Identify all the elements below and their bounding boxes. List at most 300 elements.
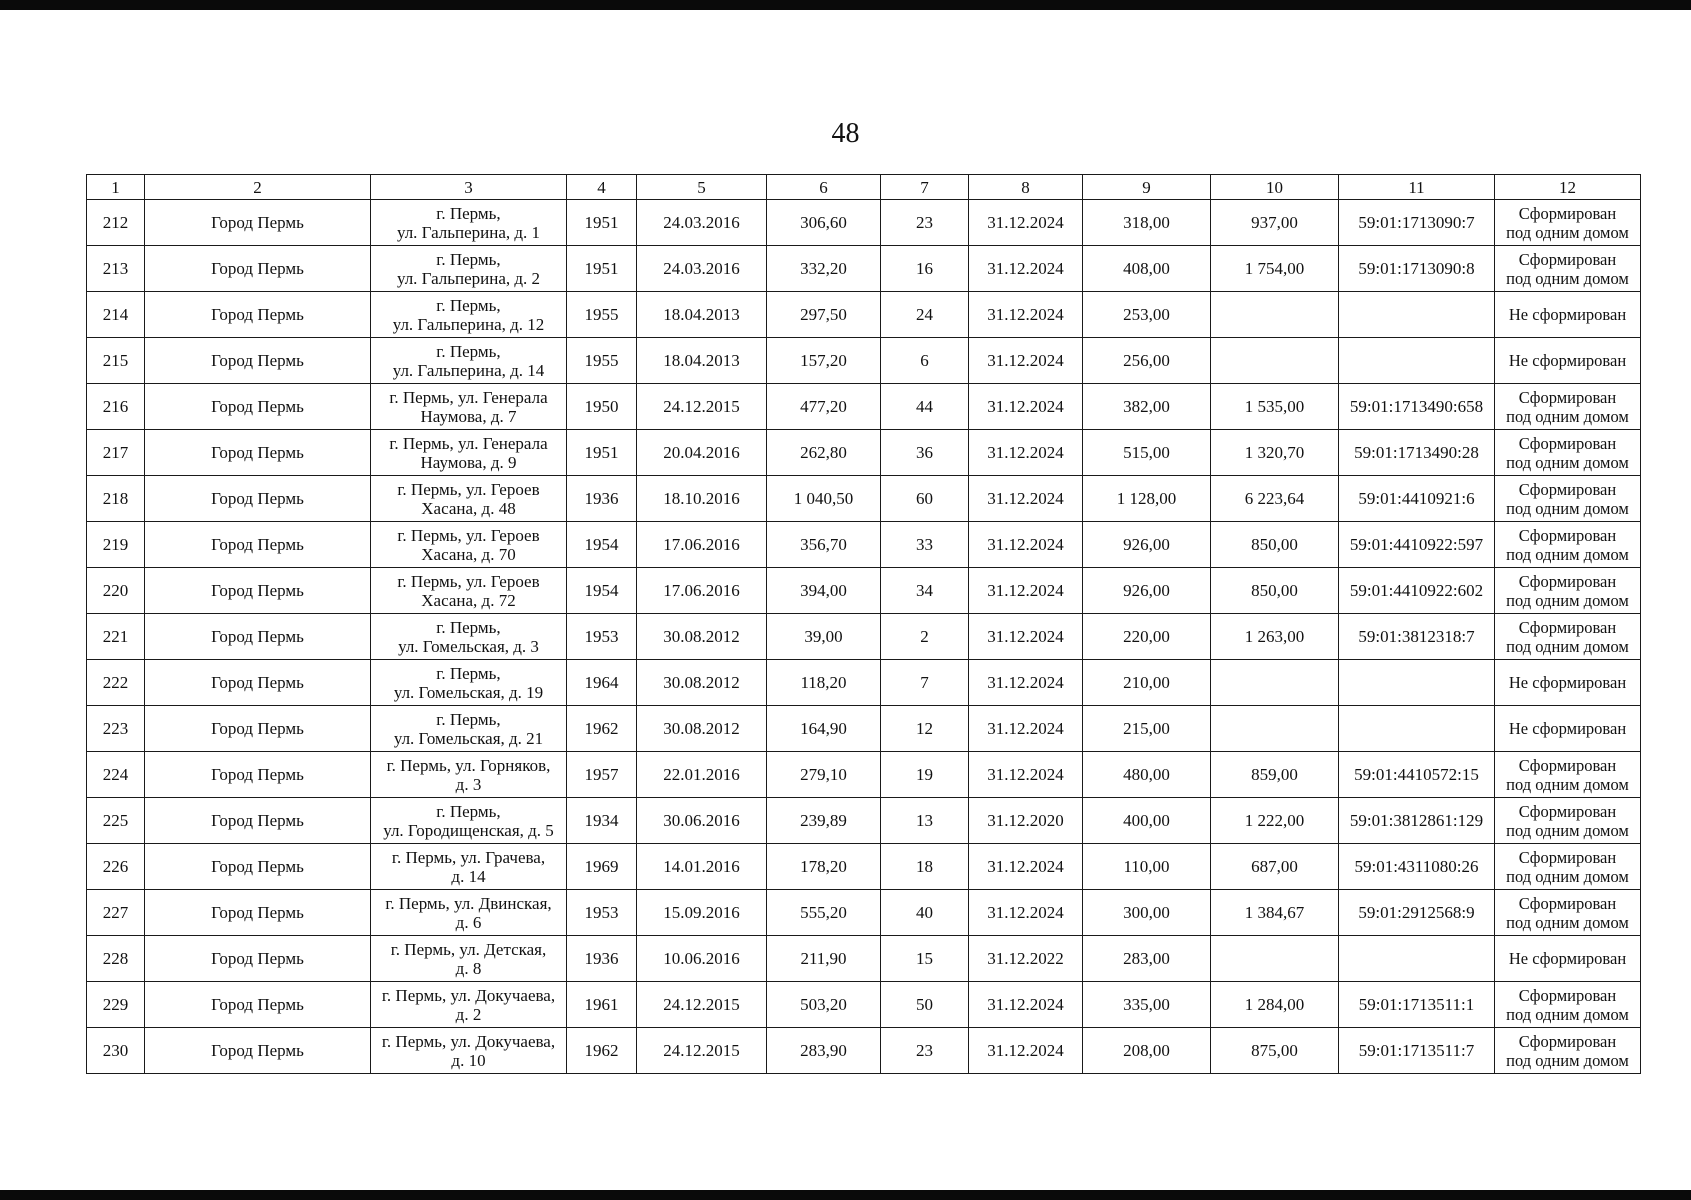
count-cell: 19 xyxy=(881,752,969,798)
status-line-2: под одним домом xyxy=(1506,774,1629,794)
value-cell-9: 210,00 xyxy=(1083,660,1211,706)
address-line-2: д. 6 xyxy=(455,912,482,932)
value-cell-9: 408,00 xyxy=(1083,246,1211,292)
year-cell: 1934 xyxy=(567,798,637,844)
area-cell: 164,90 xyxy=(767,706,881,752)
table-row xyxy=(87,568,1641,614)
address-line-2: д. 10 xyxy=(451,1050,486,1070)
status-cell xyxy=(1495,660,1641,706)
status-line-2: под одним домом xyxy=(1506,1004,1629,1024)
deadline-cell: 31.12.2022 xyxy=(969,936,1083,982)
value-cell-10: 1 754,00 xyxy=(1211,246,1339,292)
address-line-2: ул. Городищенская, д. 5 xyxy=(383,820,554,840)
year-cell: 1961 xyxy=(567,982,637,1028)
address-line-1: г. Пермь, xyxy=(436,203,501,223)
municipality-cell: Город Пермь xyxy=(145,982,371,1028)
status-cell xyxy=(1495,384,1641,430)
column-header: 7 xyxy=(881,175,969,200)
date-cell: 18.10.2016 xyxy=(637,476,767,522)
date-cell: 15.09.2016 xyxy=(637,890,767,936)
area-cell: 394,00 xyxy=(767,568,881,614)
table-row xyxy=(87,522,1641,568)
cadastral-number-cell xyxy=(1339,338,1495,384)
municipality-cell: Город Пермь xyxy=(145,844,371,890)
status-line-2: под одним домом xyxy=(1506,866,1629,886)
table-row xyxy=(87,752,1641,798)
count-cell: 6 xyxy=(881,338,969,384)
count-cell: 2 xyxy=(881,614,969,660)
table-row xyxy=(87,890,1641,936)
deadline-cell: 31.12.2024 xyxy=(969,568,1083,614)
page-number: 48 xyxy=(831,118,860,149)
count-cell: 34 xyxy=(881,568,969,614)
area-cell: 1 040,50 xyxy=(767,476,881,522)
scan-top-border xyxy=(0,0,1691,10)
year-cell: 1951 xyxy=(567,246,637,292)
value-cell-10: 1 320,70 xyxy=(1211,430,1339,476)
status-line-1: Сформирован xyxy=(1518,525,1617,545)
address-line-1: г. Пермь, xyxy=(436,249,501,269)
address-cell xyxy=(371,338,567,384)
address-line-2: ул. Гомельская, д. 19 xyxy=(393,682,544,702)
cadastral-number-cell xyxy=(1339,292,1495,338)
date-cell: 20.04.2016 xyxy=(637,430,767,476)
value-cell-10 xyxy=(1211,292,1339,338)
count-cell: 16 xyxy=(881,246,969,292)
area-cell: 283,90 xyxy=(767,1028,881,1074)
row-number-cell: 224 xyxy=(87,752,145,798)
address-line-1: г. Пермь, xyxy=(436,801,501,821)
status-cell xyxy=(1495,568,1641,614)
table-row xyxy=(87,936,1641,982)
column-header: 4 xyxy=(567,175,637,200)
address-cell xyxy=(371,752,567,798)
status-cell xyxy=(1495,752,1641,798)
address-line-1: г. Пермь, xyxy=(436,341,501,361)
municipality-cell: Город Пермь xyxy=(145,476,371,522)
deadline-cell: 31.12.2020 xyxy=(969,798,1083,844)
count-cell: 60 xyxy=(881,476,969,522)
registry-table xyxy=(86,174,1641,1074)
address-cell xyxy=(371,982,567,1028)
row-number-cell: 212 xyxy=(87,200,145,246)
value-cell-9: 220,00 xyxy=(1083,614,1211,660)
count-cell: 50 xyxy=(881,982,969,1028)
value-cell-10: 1 222,00 xyxy=(1211,798,1339,844)
status-line-1: Сформирован xyxy=(1518,203,1617,223)
municipality-cell: Город Пермь xyxy=(145,200,371,246)
address-line-1: г. Пермь, ул. Докучаева, xyxy=(381,985,556,1005)
address-line-1: г. Пермь, ул. Героев xyxy=(397,479,540,499)
year-cell: 1950 xyxy=(567,384,637,430)
cadastral-number-cell: 59:01:1713090:7 xyxy=(1339,200,1495,246)
address-line-2: ул. Гальперина, д. 2 xyxy=(396,268,541,288)
deadline-cell: 31.12.2024 xyxy=(969,706,1083,752)
column-header: 5 xyxy=(637,175,767,200)
value-cell-10 xyxy=(1211,338,1339,384)
municipality-cell: Город Пермь xyxy=(145,292,371,338)
value-cell-9: 382,00 xyxy=(1083,384,1211,430)
status-line-1: Не сформирован xyxy=(1508,305,1627,324)
cadastral-number-cell xyxy=(1339,660,1495,706)
cadastral-number-cell: 59:01:4410572:15 xyxy=(1339,752,1495,798)
status-line-2: под одним домом xyxy=(1506,636,1629,656)
address-line-1: г. Пермь, ул. Детская, xyxy=(390,939,547,959)
date-cell: 30.08.2012 xyxy=(637,614,767,660)
deadline-cell: 31.12.2024 xyxy=(969,982,1083,1028)
deadline-cell: 31.12.2024 xyxy=(969,660,1083,706)
address-line-2: ул. Гальперина, д. 14 xyxy=(392,360,545,380)
value-cell-10 xyxy=(1211,660,1339,706)
address-line-2: ул. Гальперина, д. 1 xyxy=(396,222,541,242)
cadastral-number-cell: 59:01:1713511:7 xyxy=(1339,1028,1495,1074)
municipality-cell: Город Пермь xyxy=(145,890,371,936)
address-line-2: ул. Гомельская, д. 3 xyxy=(398,636,539,656)
address-cell xyxy=(371,292,567,338)
column-header: 11 xyxy=(1339,175,1495,200)
column-header: 1 xyxy=(87,175,145,200)
cadastral-number-cell: 59:01:1713490:28 xyxy=(1339,430,1495,476)
address-cell xyxy=(371,844,567,890)
value-cell-10: 850,00 xyxy=(1211,568,1339,614)
value-cell-9: 110,00 xyxy=(1083,844,1211,890)
value-cell-9: 926,00 xyxy=(1083,522,1211,568)
row-number-cell: 221 xyxy=(87,614,145,660)
deadline-cell: 31.12.2024 xyxy=(969,522,1083,568)
table-row xyxy=(87,338,1641,384)
address-line-1: г. Пермь, xyxy=(436,617,501,637)
table-row xyxy=(87,384,1641,430)
count-cell: 15 xyxy=(881,936,969,982)
value-cell-10: 1 384,67 xyxy=(1211,890,1339,936)
year-cell: 1962 xyxy=(567,706,637,752)
table-row xyxy=(87,292,1641,338)
status-cell xyxy=(1495,614,1641,660)
municipality-cell: Город Пермь xyxy=(145,1028,371,1074)
status-line-1: Сформирован xyxy=(1518,571,1617,591)
status-cell xyxy=(1495,798,1641,844)
date-cell: 30.08.2012 xyxy=(637,660,767,706)
row-number-cell: 213 xyxy=(87,246,145,292)
table-row xyxy=(87,660,1641,706)
value-cell-9: 300,00 xyxy=(1083,890,1211,936)
date-cell: 24.03.2016 xyxy=(637,246,767,292)
status-line-2: под одним домом xyxy=(1506,590,1629,610)
cadastral-number-cell: 59:01:4410921:6 xyxy=(1339,476,1495,522)
table-row xyxy=(87,798,1641,844)
status-cell xyxy=(1495,936,1641,982)
address-line-1: г. Пермь, ул. Героев xyxy=(397,525,540,545)
cadastral-number-cell: 59:01:3812861:129 xyxy=(1339,798,1495,844)
address-cell xyxy=(371,522,567,568)
address-cell xyxy=(371,660,567,706)
address-line-1: г. Пермь, ул. Грачева, xyxy=(391,847,546,867)
status-cell xyxy=(1495,890,1641,936)
address-line-2: д. 14 xyxy=(451,866,486,886)
row-number-cell: 215 xyxy=(87,338,145,384)
row-number-cell: 225 xyxy=(87,798,145,844)
year-cell: 1936 xyxy=(567,476,637,522)
area-cell: 262,80 xyxy=(767,430,881,476)
count-cell: 23 xyxy=(881,1028,969,1074)
area-cell: 306,60 xyxy=(767,200,881,246)
date-cell: 17.06.2016 xyxy=(637,568,767,614)
year-cell: 1953 xyxy=(567,890,637,936)
area-cell: 118,20 xyxy=(767,660,881,706)
row-number-cell: 226 xyxy=(87,844,145,890)
area-cell: 477,20 xyxy=(767,384,881,430)
table-row xyxy=(87,844,1641,890)
address-line-2: Хасана, д. 48 xyxy=(421,498,516,518)
status-cell xyxy=(1495,706,1641,752)
value-cell-9: 256,00 xyxy=(1083,338,1211,384)
column-header: 3 xyxy=(371,175,567,200)
area-cell: 503,20 xyxy=(767,982,881,1028)
value-cell-10: 687,00 xyxy=(1211,844,1339,890)
deadline-cell: 31.12.2024 xyxy=(969,752,1083,798)
municipality-cell: Город Пермь xyxy=(145,568,371,614)
cadastral-number-cell: 59:01:2912568:9 xyxy=(1339,890,1495,936)
year-cell: 1954 xyxy=(567,568,637,614)
row-number-cell: 214 xyxy=(87,292,145,338)
area-cell: 555,20 xyxy=(767,890,881,936)
year-cell: 1964 xyxy=(567,660,637,706)
address-line-2: д. 8 xyxy=(455,958,482,978)
deadline-cell: 31.12.2024 xyxy=(969,384,1083,430)
value-cell-9: 335,00 xyxy=(1083,982,1211,1028)
address-line-1: г. Пермь, ул. Генерала xyxy=(389,387,548,407)
row-number-cell: 222 xyxy=(87,660,145,706)
address-line-1: г. Пермь, xyxy=(436,295,501,315)
address-cell xyxy=(371,1028,567,1074)
cadastral-number-cell: 59:01:4311080:26 xyxy=(1339,844,1495,890)
deadline-cell: 31.12.2024 xyxy=(969,430,1083,476)
row-number-cell: 223 xyxy=(87,706,145,752)
year-cell: 1955 xyxy=(567,338,637,384)
cadastral-number-cell: 59:01:1713511:1 xyxy=(1339,982,1495,1028)
deadline-cell: 31.12.2024 xyxy=(969,844,1083,890)
municipality-cell: Город Пермь xyxy=(145,752,371,798)
status-line-1: Сформирован xyxy=(1518,1031,1617,1051)
value-cell-10: 859,00 xyxy=(1211,752,1339,798)
cadastral-number-cell: 59:01:4410922:602 xyxy=(1339,568,1495,614)
date-cell: 17.06.2016 xyxy=(637,522,767,568)
date-cell: 30.06.2016 xyxy=(637,798,767,844)
status-line-1: Не сформирован xyxy=(1508,673,1627,692)
address-cell xyxy=(371,476,567,522)
year-cell: 1957 xyxy=(567,752,637,798)
address-cell xyxy=(371,568,567,614)
area-cell: 211,90 xyxy=(767,936,881,982)
status-line-1: Сформирован xyxy=(1518,801,1617,821)
row-number-cell: 219 xyxy=(87,522,145,568)
area-cell: 39,00 xyxy=(767,614,881,660)
status-cell xyxy=(1495,430,1641,476)
value-cell-10: 1 284,00 xyxy=(1211,982,1339,1028)
address-line-1: г. Пермь, xyxy=(436,663,501,683)
address-line-1: г. Пермь, ул. Двинская, xyxy=(385,893,552,913)
status-line-2: под одним домом xyxy=(1506,1050,1629,1070)
status-cell xyxy=(1495,476,1641,522)
count-cell: 24 xyxy=(881,292,969,338)
status-line-2: под одним домом xyxy=(1506,406,1629,426)
status-line-1: Не сформирован xyxy=(1508,949,1627,968)
year-cell: 1969 xyxy=(567,844,637,890)
address-cell xyxy=(371,200,567,246)
status-line-1: Сформирован xyxy=(1518,433,1617,453)
value-cell-9: 480,00 xyxy=(1083,752,1211,798)
year-cell: 1951 xyxy=(567,200,637,246)
status-line-2: под одним домом xyxy=(1506,268,1629,288)
cadastral-number-cell: 59:01:4410922:597 xyxy=(1339,522,1495,568)
address-line-2: Наумова, д. 9 xyxy=(420,452,517,472)
value-cell-9: 283,00 xyxy=(1083,936,1211,982)
date-cell: 18.04.2013 xyxy=(637,338,767,384)
municipality-cell: Город Пермь xyxy=(145,798,371,844)
table-row xyxy=(87,246,1641,292)
value-cell-10: 1 535,00 xyxy=(1211,384,1339,430)
cadastral-number-cell xyxy=(1339,706,1495,752)
status-line-1: Не сформирован xyxy=(1508,351,1627,370)
cadastral-number-cell: 59:01:1713090:8 xyxy=(1339,246,1495,292)
year-cell: 1955 xyxy=(567,292,637,338)
date-cell: 18.04.2013 xyxy=(637,292,767,338)
column-header: 6 xyxy=(767,175,881,200)
column-header: 9 xyxy=(1083,175,1211,200)
address-cell xyxy=(371,798,567,844)
table-row xyxy=(87,614,1641,660)
status-cell xyxy=(1495,844,1641,890)
deadline-cell: 31.12.2024 xyxy=(969,292,1083,338)
row-number-cell: 217 xyxy=(87,430,145,476)
address-cell xyxy=(371,614,567,660)
table-row xyxy=(87,1028,1641,1074)
row-number-cell: 228 xyxy=(87,936,145,982)
column-header: 8 xyxy=(969,175,1083,200)
status-line-1: Сформирован xyxy=(1518,387,1617,407)
row-number-cell: 220 xyxy=(87,568,145,614)
address-line-1: г. Пермь, ул. Генерала xyxy=(389,433,548,453)
table-row xyxy=(87,200,1641,246)
address-line-2: д. 2 xyxy=(455,1004,482,1024)
status-cell xyxy=(1495,982,1641,1028)
status-cell xyxy=(1495,1028,1641,1074)
address-cell xyxy=(371,384,567,430)
deadline-cell: 31.12.2024 xyxy=(969,338,1083,384)
area-cell: 297,50 xyxy=(767,292,881,338)
value-cell-9: 1 128,00 xyxy=(1083,476,1211,522)
year-cell: 1954 xyxy=(567,522,637,568)
count-cell: 13 xyxy=(881,798,969,844)
value-cell-10: 937,00 xyxy=(1211,200,1339,246)
deadline-cell: 31.12.2024 xyxy=(969,1028,1083,1074)
scan-bottom-border xyxy=(0,1190,1691,1200)
row-number-cell: 227 xyxy=(87,890,145,936)
status-cell xyxy=(1495,338,1641,384)
row-number-cell: 216 xyxy=(87,384,145,430)
count-cell: 7 xyxy=(881,660,969,706)
value-cell-10 xyxy=(1211,706,1339,752)
municipality-cell: Город Пермь xyxy=(145,384,371,430)
count-cell: 23 xyxy=(881,200,969,246)
value-cell-10 xyxy=(1211,936,1339,982)
count-cell: 36 xyxy=(881,430,969,476)
municipality-cell: Город Пермь xyxy=(145,706,371,752)
status-line-1: Сформирован xyxy=(1518,847,1617,867)
status-line-2: под одним домом xyxy=(1506,912,1629,932)
status-line-2: под одним домом xyxy=(1506,498,1629,518)
value-cell-10: 875,00 xyxy=(1211,1028,1339,1074)
column-header: 12 xyxy=(1495,175,1641,200)
date-cell: 24.12.2015 xyxy=(637,1028,767,1074)
municipality-cell: Город Пермь xyxy=(145,660,371,706)
count-cell: 40 xyxy=(881,890,969,936)
municipality-cell: Город Пермь xyxy=(145,936,371,982)
area-cell: 239,89 xyxy=(767,798,881,844)
address-cell xyxy=(371,246,567,292)
header-row xyxy=(87,175,1641,200)
status-line-1: Сформирован xyxy=(1518,479,1617,499)
row-number-cell: 230 xyxy=(87,1028,145,1074)
value-cell-10: 850,00 xyxy=(1211,522,1339,568)
deadline-cell: 31.12.2024 xyxy=(969,614,1083,660)
municipality-cell: Город Пермь xyxy=(145,522,371,568)
date-cell: 14.01.2016 xyxy=(637,844,767,890)
date-cell: 24.12.2015 xyxy=(637,982,767,1028)
status-line-1: Сформирован xyxy=(1518,985,1617,1005)
status-line-1: Сформирован xyxy=(1518,249,1617,269)
value-cell-9: 318,00 xyxy=(1083,200,1211,246)
status-line-1: Не сформирован xyxy=(1508,719,1627,738)
address-cell xyxy=(371,430,567,476)
deadline-cell: 31.12.2024 xyxy=(969,890,1083,936)
count-cell: 33 xyxy=(881,522,969,568)
count-cell: 12 xyxy=(881,706,969,752)
year-cell: 1962 xyxy=(567,1028,637,1074)
value-cell-9: 400,00 xyxy=(1083,798,1211,844)
deadline-cell: 31.12.2024 xyxy=(969,476,1083,522)
date-cell: 10.06.2016 xyxy=(637,936,767,982)
status-line-2: под одним домом xyxy=(1506,820,1629,840)
year-cell: 1951 xyxy=(567,430,637,476)
address-line-2: д. 3 xyxy=(455,774,482,794)
value-cell-9: 515,00 xyxy=(1083,430,1211,476)
date-cell: 24.03.2016 xyxy=(637,200,767,246)
address-cell xyxy=(371,936,567,982)
status-line-2: под одним домом xyxy=(1506,544,1629,564)
year-cell: 1953 xyxy=(567,614,637,660)
status-line-1: Сформирован xyxy=(1518,893,1617,913)
value-cell-9: 926,00 xyxy=(1083,568,1211,614)
table-body xyxy=(87,200,1641,1074)
value-cell-10: 6 223,64 xyxy=(1211,476,1339,522)
column-header: 2 xyxy=(145,175,371,200)
address-line-2: ул. Гальперина, д. 12 xyxy=(392,314,545,334)
status-line-2: под одним домом xyxy=(1506,452,1629,472)
cadastral-number-cell xyxy=(1339,936,1495,982)
address-line-1: г. Пермь, ул. Докучаева, xyxy=(381,1031,556,1051)
status-line-1: Сформирован xyxy=(1518,755,1617,775)
cadastral-number-cell: 59:01:1713490:658 xyxy=(1339,384,1495,430)
area-cell: 178,20 xyxy=(767,844,881,890)
deadline-cell: 31.12.2024 xyxy=(969,246,1083,292)
area-cell: 157,20 xyxy=(767,338,881,384)
municipality-cell: Город Пермь xyxy=(145,614,371,660)
address-line-2: Наумова, д. 7 xyxy=(420,406,517,426)
status-line-2: под одним домом xyxy=(1506,222,1629,242)
date-cell: 22.01.2016 xyxy=(637,752,767,798)
row-number-cell: 218 xyxy=(87,476,145,522)
